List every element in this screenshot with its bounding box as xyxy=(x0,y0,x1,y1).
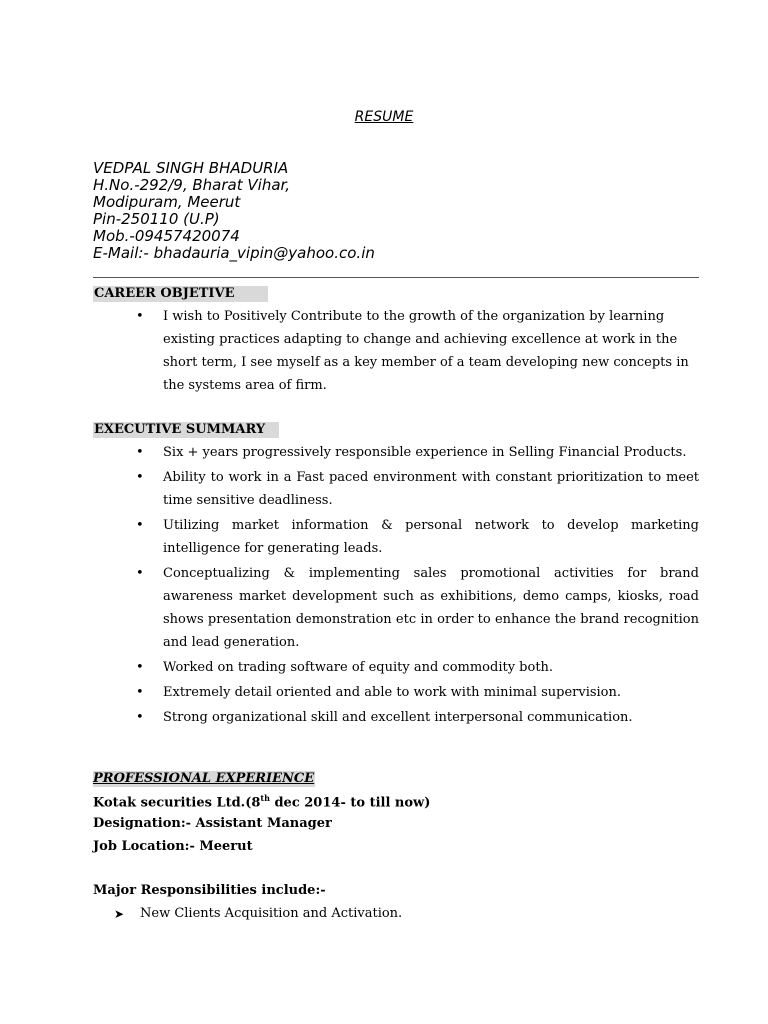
executive-summary-list xyxy=(133,441,699,731)
address-line-2: Modipuram, Meerut xyxy=(93,193,241,211)
list-item: • Worked on trading software of equity and commodity both. xyxy=(133,656,699,679)
professional-experience-heading: PROFESSIONAL EXPERIENCE xyxy=(93,771,315,786)
company-superscript: th xyxy=(260,793,270,803)
header-divider xyxy=(93,277,699,278)
list-item: • Extremely detail oriented and able to work with minimal supervision. xyxy=(133,681,699,704)
company-line xyxy=(93,793,430,810)
address-line-1: H.No.-292/9, Bharat Vihar, xyxy=(93,176,291,194)
pin-code: Pin-250110 (U.P) xyxy=(93,210,220,228)
list-item xyxy=(114,905,402,923)
document-title: RESUME xyxy=(354,109,414,125)
list-item: • Utilizing market information & personal network to develop marketing intelligence for generating leads. xyxy=(133,514,699,560)
arrow-bullet-icon: ➤ xyxy=(114,907,125,921)
designation-line: Designation:- Assistant Manager xyxy=(93,816,332,831)
responsibilities-heading: Major Responsibilities include:- xyxy=(93,883,326,898)
list-item: • I wish to Positively Contribute to the growth of the organization by learning existing practices adapting to change and achieving excellence at work in the short term, I see myself as a key member of a team developing new concepts in the systems area of firm. xyxy=(133,305,699,397)
responsibilities-list xyxy=(114,905,402,923)
list-item: • Conceptualizing & implementing sales promotional activities for brand awareness market development such as exhibitions, demo camps, kiosks, road shows presentation demonstration etc in order to enhance the brand recognition and lead generation. xyxy=(133,562,699,654)
contact-block xyxy=(93,160,375,262)
career-objective-heading: CAREER OBJETIVE xyxy=(93,286,268,302)
candidate-name: VEDPAL SINGH BHADURIA xyxy=(93,159,289,177)
company-prefix: Kotak securities Ltd.(8 xyxy=(93,795,261,811)
email-address: E-Mail:- bhadauria_vipin@yahoo.co.in xyxy=(93,244,375,262)
mobile-number: Mob.-09457420074 xyxy=(93,227,240,245)
job-location-line: Job Location:- Meerut xyxy=(93,839,253,854)
company-suffix: dec 2014- to till now) xyxy=(269,795,431,811)
list-item: • Strong organizational skill and excellent interpersonal communication. xyxy=(133,706,699,729)
career-objective-list xyxy=(133,305,699,399)
responsibility-text: New Clients Acquisition and Activation. xyxy=(140,906,403,921)
list-item: • Ability to work in a Fast paced environment with constant prioritization to meet time sensitive deadliness. xyxy=(133,466,699,512)
executive-summary-heading: EXECUTIVE SUMMARY xyxy=(93,422,279,438)
list-item: • Six + years progressively responsible experience in Selling Financial Products. xyxy=(133,441,699,464)
